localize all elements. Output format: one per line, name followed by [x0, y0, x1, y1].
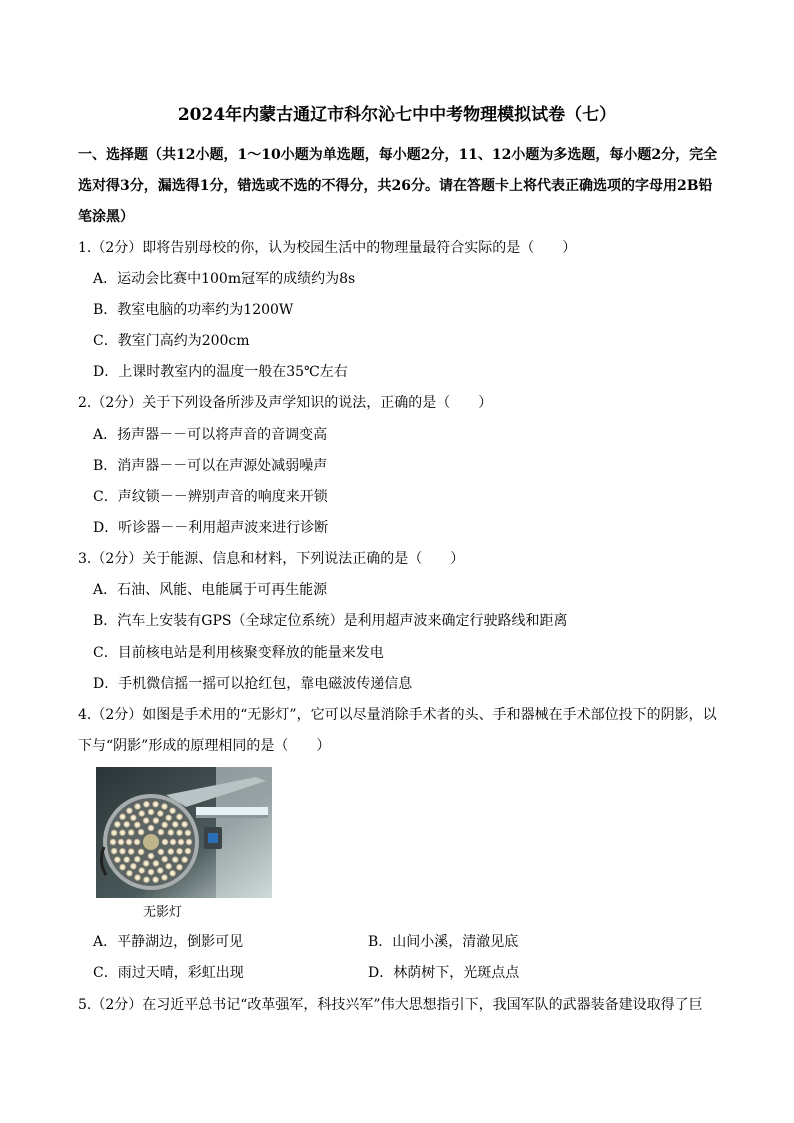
- question-2-option-b: B．消声器－－可以在声源处减弱噪声: [93, 458, 328, 474]
- question-4-stem-line-1: 4.（2分）如图是手术用的“无影灯”，它可以尽量消除手术者的头、手和器械在手术部位投下的阴影，以: [78, 707, 717, 723]
- section-instructions-line-1: 一、选择题（共12小题，1～10小题为单选题，每小题2分，11、12小题为多选题，每小题2分，完全: [78, 147, 718, 163]
- figure-caption: 无影灯: [143, 905, 183, 920]
- question-2-stem: 2.（2分）关于下列设备所涉及声学知识的说法，正确的是（ ）: [78, 395, 493, 411]
- question-1-option-a: A．运动会比赛中100m冠军的成绩约为8s: [93, 271, 356, 287]
- question-4-option-a: A．平静湖边，倒影可见: [93, 934, 244, 950]
- question-4-stem-line-2: 下与“阴影”形成的原理相同的是（ ）: [78, 738, 331, 754]
- question-3-option-c: C．目前核电站是利用核聚变释放的能量来发电: [93, 645, 384, 661]
- question-1-option-b: B．教室电脑的功率约为1200W: [93, 302, 294, 318]
- question-4-option-d: D．林荫树下，光斑点点: [368, 965, 520, 981]
- shadowless-lamp-photo: [96, 767, 272, 898]
- question-2-option-c: C．声纹锁－－辨别声音的响度来开锁: [93, 489, 328, 505]
- question-5-stem: 5.（2分）在习近平总书记“改革强军，科技兴军”伟大思想指引下，我国军队的武器装备建设取得了巨: [78, 997, 703, 1013]
- page-title: 2024年内蒙古通辽市科尔沁七中中考物理模拟试卷（七）: [177, 105, 617, 125]
- question-3-option-d: D．手机微信摇一摇可以抢红包，靠电磁波传递信息: [93, 676, 413, 692]
- question-3-option-a: A．石油、风能、电能属于可再生能源: [93, 582, 328, 598]
- question-4-option-c: C．雨过天晴，彩虹出现: [93, 965, 244, 981]
- section-instructions-line-3: 笔涂黑）: [78, 209, 134, 225]
- question-2-option-a: A．扬声器－－可以将声音的音调变高: [93, 427, 328, 443]
- question-3-stem: 3.（2分）关于能源、信息和材料，下列说法正确的是（ ）: [78, 551, 465, 567]
- question-1-option-c: C．教室门高约为200cm: [93, 333, 250, 349]
- section-instructions-line-2: 选对得3分，漏选得1分，错选或不选的不得分，共26分。请在答题卡上将代表正确选项的字母用2B铅: [78, 178, 713, 194]
- question-2-option-d: D．听诊器－－利用超声波来进行诊断: [93, 520, 329, 536]
- question-4-option-b: B．山间小溪，清澈见底: [368, 934, 519, 950]
- question-1-option-d: D．上课时教室内的温度一般在35℃左右: [93, 364, 348, 380]
- question-3-option-b: B．汽车上安装有GPS（全球定位系统）是利用超声波来确定行驶路线和距离: [93, 613, 568, 629]
- question-1-stem: 1.（2分）即将告别母校的你，认为校园生活中的物理量最符合实际的是（ ）: [78, 240, 577, 256]
